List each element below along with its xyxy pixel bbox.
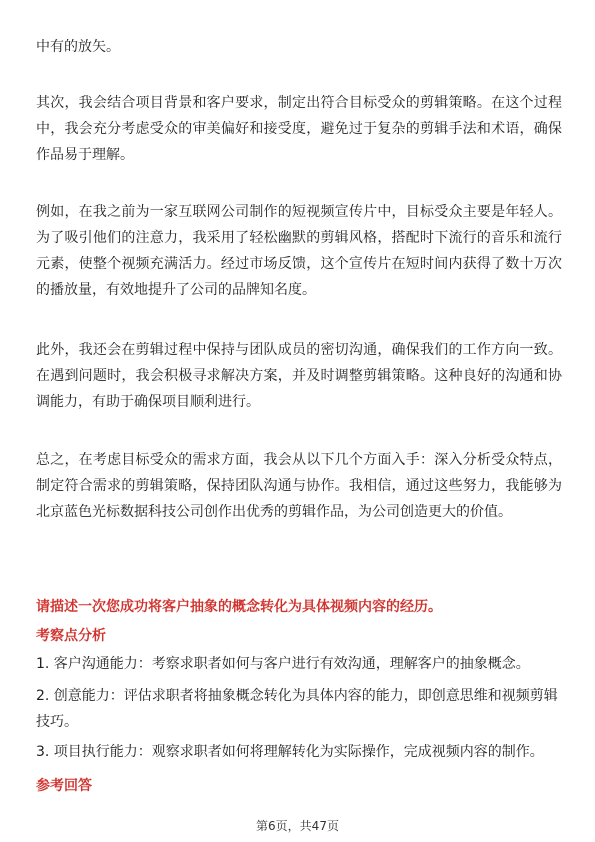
analysis-item-execution: 3. 项目执行能力：观察求职者如何将理解转化为实际操作，完成视频内容的制作。	[36, 744, 544, 760]
paragraph-continuation: 中有的放矢。	[36, 39, 120, 55]
interview-question: 请描述一次您成功将客户抽象的概念转化为具体视频内容的经历。	[36, 599, 442, 615]
paragraph-example: 例如，在我之前为一家互联网公司制作的短视频宣传片中，目标受众主要是年轻人。为了吸引他们的注意力，我采用了轻松幽默的剪辑风格，搭配时下流行的音乐和流行元素，使整个视频充满活力。经过市场反馈，这个宣传片在短时间内获得了数十万次的播放量，有效地提升了公司的品牌知名度。	[36, 204, 562, 298]
reference-answer-heading: 参考回答	[36, 778, 92, 794]
analysis-heading: 考察点分析	[36, 628, 106, 644]
paragraph-summary: 总之，在考虑目标受众的需求方面，我会从以下几个方面入手：深入分析受众特点，制定符合需求的剪辑策略，保持团队沟通与协作。我相信，通过这些努力，我能够为北京蓝色光标数据科技公司创作出优秀的剪辑作品，为公司创造更大的价值。	[36, 452, 562, 520]
paragraph-communication: 此外，我还会在剪辑过程中保持与团队成员的密切沟通，确保我们的工作方向一致。在遇到问题时，我会积极寻求解决方案，并及时调整剪辑策略。这种良好的沟通和协调能力，有助于确保项目顺利进行。	[36, 342, 562, 410]
page-number: 第6页，共47页	[256, 819, 339, 833]
analysis-item-communication: 1. 客户沟通能力：考察求职者如何与客户进行有效沟通，理解客户的抽象概念。	[36, 656, 530, 672]
paragraph-strategy: 其次，我会结合项目背景和客户要求，制定出符合目标受众的剪辑策略。在这个过程中，我会充分考虑受众的审美偏好和接受度，避免过于复杂的剪辑手法和术语，确保作品易于理解。	[36, 95, 562, 163]
analysis-item-creativity: 2. 创意能力：评估求职者将抽象概念转化为具体内容的能力，即创意思维和视频剪辑技巧。	[36, 688, 558, 730]
